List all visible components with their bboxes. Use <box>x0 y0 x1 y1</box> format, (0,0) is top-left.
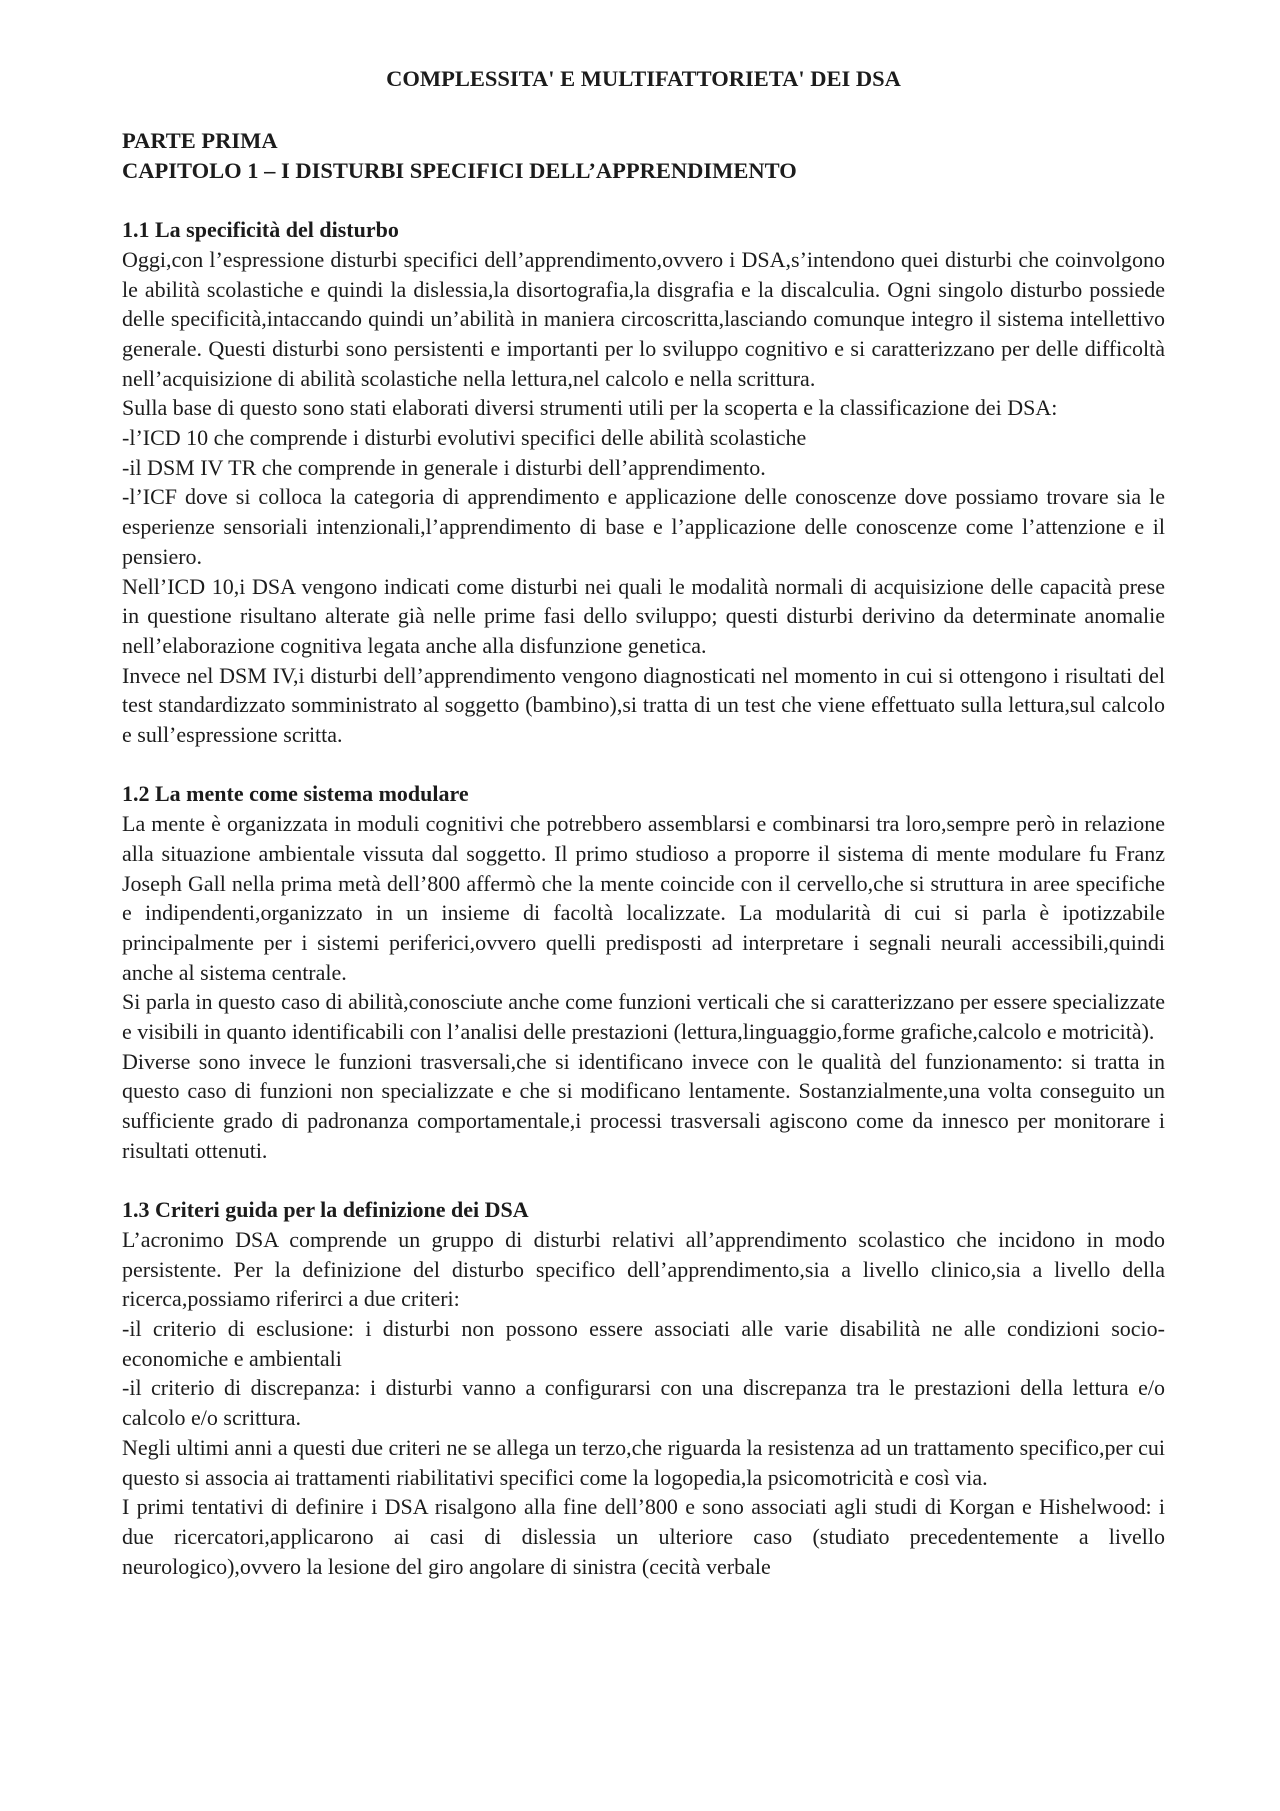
list-item: -l’ICD 10 che comprende i disturbi evolutivi specifici delle abilità scolastiche <box>122 425 807 451</box>
document-title: COMPLESSITA' E MULTIFATTORIETA' DEI DSA <box>386 66 901 91</box>
paragraph: Negli ultimi anni a questi due criteri ne se allega un terzo,che riguarda la resistenza ad un trattamento specifico,per cui questo si associa ai trattamenti riabilitativi specifici come la logopedia,la psicomotricità e così via. <box>122 1434 1165 1490</box>
paragraph: La mente è organizzata in moduli cognitivi che potrebbero assemblarsi e combinarsi tra loro,sempre però in relazione alla situazione ambientale vissuta dal soggetto. Il primo studioso a proporre il sistema di mente modulare fu Franz Joseph Gall nella prima metà dell’800 affermò che la mente coincide con il cervello,che si struttura in aree specifiche e indipendenti,organizzato in un insieme di facoltà localizzate. La modularità di cui si parla è ipotizzabile principalmente per i sistemi periferici,ovvero quelli predisposti ad interpretare i segnali neurali accessibili,quindi anche al sistema centrale. <box>122 811 1165 985</box>
paragraph: Nell’ICD 10,i DSA vengono indicati come disturbi nei quali le modalità normali di acquisizione delle capacità prese in questione risultano alterate già nelle prime fasi dello sviluppo; questi disturbi derivino da determinate anomalie nell’elaborazione cognitiva legata anche alla disfunzione genetica. <box>122 573 1165 658</box>
paragraph: Invece nel DSM IV,i disturbi dell’apprendimento vengono diagnosticati nel momento in cui si ottengono i risultati del test standardizzato somministrato al soggetto (bambino),si tratta di un test che viene effettuato sulla lettura,sul calcolo e sull’espressione scritta. <box>122 662 1165 748</box>
section-1-3 <box>122 1195 1165 1581</box>
section-1-2 <box>122 779 1165 1165</box>
paragraph: L’acronimo DSA comprende un gruppo di disturbi relativi all’apprendimento scolastico che incidono in modo persistente. Per la definizione del disturbo specifico dell’apprendimento,sia a livello clinico,sia a livello della ricerca,possiamo riferirci a due criteri: <box>122 1226 1165 1312</box>
paragraph: Sulla base di questo sono stati elaborati diversi strumenti utili per la scoperta e la classificazione dei DSA: <box>122 395 1058 421</box>
section-heading: 1.1 La specificità del disturbo <box>122 217 399 243</box>
section-heading: 1.2 La mente come sistema modulare <box>122 781 469 807</box>
paragraph: I primi tentativi di definire i DSA risalgono alla fine dell’800 e sono associati agli studi di Korgan e Hishelwood: i due ricercatori,applicarono ai casi di dislessia un ulteriore caso (studiato precedentemente a livello neurologico),ovvero la lesione del giro angolare di sinistra (cecità verbale <box>122 1494 1165 1579</box>
paragraph: Oggi,con l’espressione disturbi specifici dell’apprendimento,ovvero i DSA,s’intendono quei disturbi che coinvolgono le abilità scolastiche e quindi la dislessia,la disortografia,la disgrafia e la discalculia. Ogni singolo disturbo possiede delle specificità,intaccando quindi un’abilità in maniera circoscritta,lasciando comunque integro il sistema intellettivo generale. Questi disturbi sono persistenti e importanti per lo sviluppo cognitivo e si caratterizzano per delle difficoltà nell’acquisizione di abilità scolastiche nella lettura,nel calcolo e nella scrittura. <box>122 246 1165 391</box>
paragraph: Diverse sono invece le funzioni trasversali,che si identificano invece con le qualità del funzionamento: si tratta in questo caso di funzioni non specializzate e che si modificano lentamente. Sostanzialmente,una volta conseguito un sufficiente grado di padronanza comportamentale,i processi trasversali agiscono come da innesco per monitorare i risultati ottenuti. <box>122 1048 1165 1163</box>
section-1-1 <box>122 215 1165 750</box>
list-item: -l’ICF dove si colloca la categoria di apprendimento e applicazione delle conoscenze dove possiamo trovare sia le esperienze sensoriali intenzionali,l’apprendimento di base e l’applicazione delle conoscenze come l’attenzione e il pensiero. <box>122 484 1165 569</box>
paragraph: Si parla in questo caso di abilità,conosciute anche come funzioni verticali che si caratterizzano per essere specializzate e visibili in quanto identificabili con l’analisi delle prestazioni (lettura,linguaggio,forme grafiche,calcolo e motricità). <box>122 989 1165 1045</box>
list-item: -il criterio di discrepanza: i disturbi vanno a configurarsi con una discrepanza tra le prestazioni della lettura e/o calcolo e/o scrittura. <box>122 1375 1165 1431</box>
chapter-heading: CAPITOLO 1 – I DISTURBI SPECIFICI DELL’APPRENDIMENTO <box>122 157 797 183</box>
list-item: -il DSM IV TR che comprende in generale i disturbi dell’apprendimento. <box>122 454 766 480</box>
list-item: -il criterio di esclusione: i disturbi non possono essere associati alle varie disabilità ne alle condizioni socio-economiche e ambientali <box>122 1316 1165 1371</box>
section-heading: 1.3 Criteri guida per la definizione dei DSA <box>122 1197 529 1223</box>
part-heading: PARTE PRIMA <box>122 128 278 153</box>
